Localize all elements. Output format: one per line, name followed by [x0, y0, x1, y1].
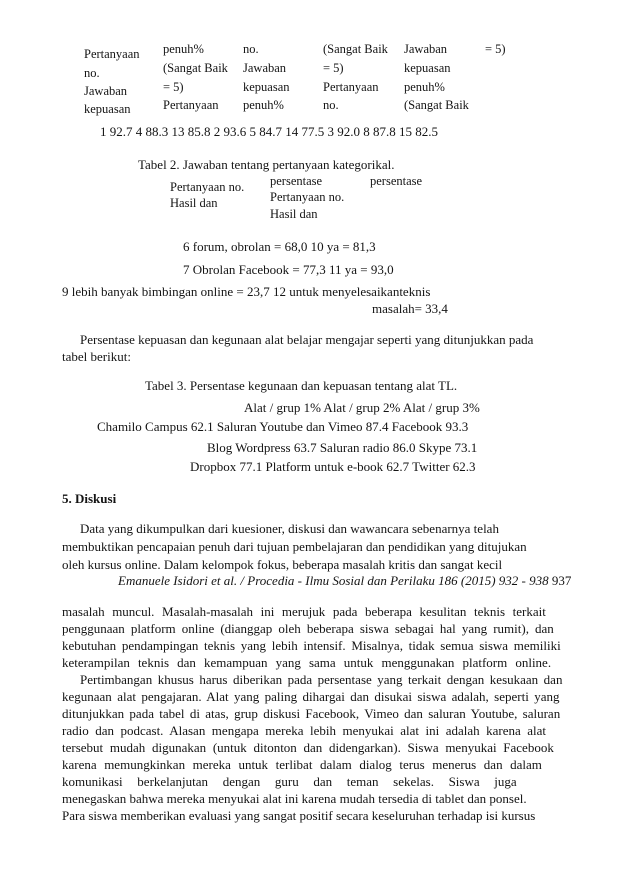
- paragraph-line: Data yang dikumpulkan dari kuesioner, diskusi dan wawancara sebenarnya telah: [80, 521, 499, 536]
- table-cell: Pertanyaan no.: [170, 180, 245, 194]
- table-cell: Pertanyaan: [163, 98, 219, 112]
- table-cell: Pertanyaan: [84, 47, 140, 61]
- paragraph-line: penggunaan platform online (dianggap oleh beberapa siswa sebagai hal yang rumit), dan: [62, 621, 554, 636]
- table-cell: kepuasan: [404, 61, 451, 75]
- table-cell: (Sangat Baik: [163, 61, 228, 75]
- paragraph-line: menegaskan bahwa mereka menyukai alat ini karena mudah tersedia di tablet dan ponsel.: [62, 791, 527, 806]
- table3-row: Dropbox 77.1 Platform untuk e-book 62.7 Twitter 62.3: [190, 459, 476, 474]
- table2-row: masalah= 33,4: [372, 301, 448, 316]
- paragraph-line: Pertimbangan khusus harus diberikan pada persentase yang terkait dengan kesukaan dan: [80, 672, 563, 687]
- paragraph-line: ditunjukkan pada tabel di atas, grup diskusi Facebook, Vimeo dan saluran Youtube, saluran: [62, 706, 561, 721]
- section-heading: 5. Diskusi: [62, 491, 117, 506]
- table-cell: kepuasan: [84, 102, 131, 116]
- paragraph-line: Persentase kepuasan dan kegunaan alat belajar mengajar seperti yang ditunjukkan pada: [80, 332, 534, 347]
- table-cell: penuh%: [404, 80, 445, 94]
- running-footer: [118, 574, 571, 587]
- table-cell: penuh%: [243, 98, 284, 112]
- paragraph-line: keterampilan teknis dan kemampuan yang sama untuk menggunakan platform online.: [62, 655, 552, 670]
- table-cell: (Sangat Baik: [323, 42, 388, 56]
- table-cell: Jawaban: [243, 61, 287, 75]
- table-cell: persentase: [270, 174, 323, 188]
- table-cell: Jawaban: [404, 42, 448, 56]
- table2-row: 9 lebih banyak bimbingan online = 23,7 12 untuk menyelesaikanteknis: [62, 284, 431, 299]
- table3-caption: Tabel 3. Persentase kegunaan dan kepuasan tentang alat TL.: [145, 378, 458, 393]
- table-cell: (Sangat Baik: [404, 98, 469, 112]
- paragraph-line: radio dan podcast. Alasan mengapa mereka lebih menyukai alat ini adalah karena alat: [62, 723, 547, 738]
- table-cell: = 5): [323, 61, 344, 75]
- table-cell: no.: [84, 66, 100, 80]
- table2-caption: Tabel 2. Jawaban tentang pertanyaan kategorikal.: [138, 157, 395, 172]
- table-cell: penuh%: [163, 42, 204, 56]
- paragraph-line: kebutuhan pendampingan teknis yang lebih intensif. Misalnya, tidak semua siswa memiliki: [62, 638, 561, 653]
- table-cell: no.: [243, 42, 259, 56]
- table-cell: Pertanyaan: [323, 80, 379, 94]
- table-cell: no.: [323, 98, 339, 112]
- table2-row: 7 Obrolan Facebook = 77,3 11 ya = 93,0: [183, 262, 394, 277]
- table-cell: persentase: [370, 174, 423, 188]
- table-cell: kepuasan: [243, 80, 290, 94]
- table-cell: = 5): [485, 42, 506, 56]
- citation-text: Emanuele Isidori et al. / Procedia - Ilmu Sosial dan Perilaku 186 (2015) 932 - 938: [118, 573, 549, 588]
- table-cell: Pertanyaan no.: [270, 190, 345, 204]
- table3-row: Blog Wordpress 63.7 Saluran radio 86.0 Skype 73.1: [207, 440, 478, 455]
- paragraph-line: membuktikan pencapaian penuh dari tujuan pembelajaran dan pendidikan yang ditujukan: [62, 539, 527, 554]
- paragraph-line: oleh kursus online. Dalam kelompok fokus, beberapa masalah kritis dan sangat kecil: [62, 557, 503, 572]
- paragraph-line: komunikasi berkelanjutan dengan guru dan teman sekelas. Siswa juga: [62, 774, 517, 789]
- paragraph-line: tersebut mudah digunakan (untuk ditonton dan didengarkan). Siswa menyukai Facebook: [62, 740, 554, 755]
- table-cell: Jawaban: [84, 84, 128, 98]
- table-cell: Hasil dan: [270, 207, 318, 221]
- paragraph-line: tabel berikut:: [62, 349, 131, 364]
- table2-row: 6 forum, obrolan = 68,0 10 ya = 81,3: [183, 239, 376, 254]
- paragraph-line: Para siswa memberikan evaluasi yang sangat positif secara keseluruhan terhadap isi kursus: [62, 808, 536, 823]
- table3-row: Chamilo Campus 62.1 Saluran Youtube dan Vimeo 87.4 Facebook 93.3: [97, 419, 469, 434]
- paragraph-line: karena memungkinkan mereka untuk terlibat dalam dialog terus menerus dan dalam: [62, 757, 542, 772]
- table3-header: Alat / grup 1% Alat / grup 2% Alat / grup 3%: [244, 400, 480, 415]
- table-cell: Hasil dan: [170, 196, 218, 210]
- table1-data-row: 1 92.7 4 88.3 13 85.8 2 93.6 5 84.7 14 77.5 3 92.0 8 87.8 15 82.5: [100, 124, 438, 139]
- table-cell: = 5): [163, 80, 184, 94]
- paragraph-line: masalah muncul. Masalah-masalah ini merujuk pada beberapa kesulitan teknis terkait: [62, 604, 546, 619]
- paragraph-line: kegunaan alat pengajaran. Alat yang paling dihargai dan disukai siswa adalah, seperti yang: [62, 689, 560, 704]
- page-number: 937: [551, 573, 572, 588]
